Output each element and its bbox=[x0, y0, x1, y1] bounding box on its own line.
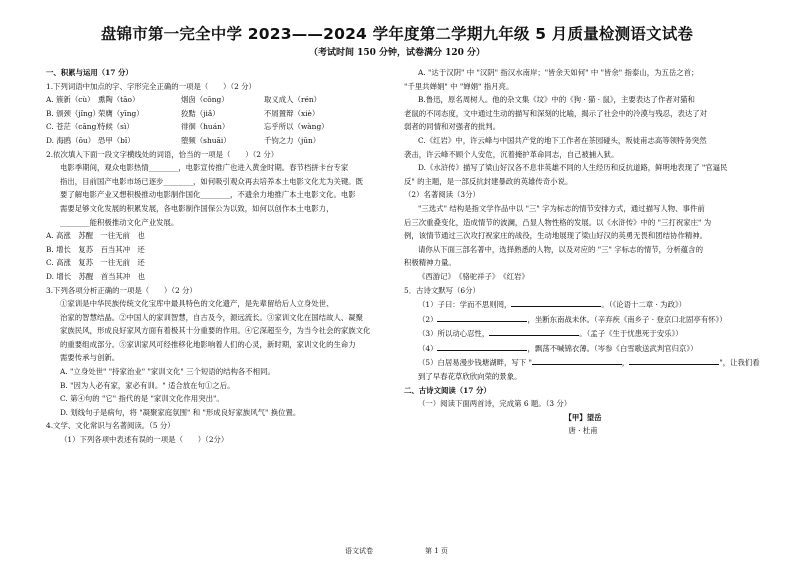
q4-option-line: B.鲁迅，原名周树人。他的杂文集《坟》中的《狗 · 猫 · 鼠》，主要表达了作者对猫和 bbox=[418, 95, 695, 105]
q2-option: D. 增长 苏醒 首当其冲 也 bbox=[46, 271, 146, 281]
footer-page-number: 第 1 页 bbox=[425, 547, 448, 555]
q1-option-cell: 取义成人（rén） bbox=[264, 95, 322, 105]
q4-2-passage-line: 请你从下面三部名著中，选择熟悉的人物，以及对应的 "三" 字标志的情节，分析蕴含的 bbox=[418, 244, 703, 254]
q1-option-cell: 荣膺（yīng） bbox=[98, 108, 144, 118]
q5-item-text: （2） bbox=[418, 314, 438, 324]
right-column bbox=[404, 66, 762, 438]
question-2: 2.依次填入下面一段文字横线处的词语，恰当的一项是（ ）（2 分） bbox=[46, 149, 279, 159]
question-3-options bbox=[46, 365, 378, 419]
q1-option-cell: 烟囱（cōng） bbox=[181, 95, 229, 105]
q2-option: B. 增长 复苏 百当其冲 还 bbox=[46, 244, 145, 254]
question-3-passage bbox=[46, 297, 378, 365]
question-4-1: （1）下列各项中表述有误的一项是（ ）（2分） bbox=[60, 435, 229, 445]
q3-passage-line: 的重要组成部分。⑤家训家风可经推移化地影响着人们的心灵，新时期，家训文化的生命力 bbox=[60, 339, 356, 349]
q5-item bbox=[404, 341, 762, 356]
answer-blank[interactable] bbox=[532, 355, 622, 365]
q5-item bbox=[404, 312, 762, 327]
question-4: 4.文学、文化常识与名著阅读。（5 分） bbox=[46, 421, 175, 431]
question-5: 5．古诗文默写（6分） bbox=[404, 285, 480, 295]
q1-option-cell: 恐甲（bǐ） bbox=[98, 135, 135, 145]
question-4-2: （2）名著阅读（3分） bbox=[404, 190, 480, 200]
answer-blank[interactable] bbox=[437, 341, 527, 351]
q4-2-passage-line: 例，该情节通过三次攻打祝家庄的战役，生动地展现了梁山好汉的英勇无畏和团结协作精神。 bbox=[404, 231, 708, 241]
q1-option-cell: 千钧之力（jūn） bbox=[264, 135, 321, 145]
q2-passage-line: ________能积极推动文化产业发展。 bbox=[60, 217, 179, 227]
q1-option-row bbox=[46, 107, 378, 121]
question-3: 3.下列各项分析正确的一项是（ ）（2 分） bbox=[46, 285, 197, 295]
q4-option-line: D.《水浒传》描写了梁山好汉各不息非英雄不同的人生经历和反抗道路，鲜明地表现了 "官逼民 bbox=[418, 163, 728, 173]
q1-option-cell: 恃候（sì） bbox=[98, 122, 134, 132]
answer-blank[interactable] bbox=[437, 312, 527, 322]
q1-option-cell: C. 苍茫（cāng） bbox=[46, 122, 104, 132]
poem-author: 唐 · 杜甫 bbox=[568, 426, 598, 436]
q4-option-line: 老鼠的不同态度，文中通过生动的描写和深刻的比喻，揭示了社会中的冷漠与残忍，表达了对 bbox=[404, 108, 708, 118]
q3-passage-line: 治家的智慧结晶。②中国人的家训智慧，自古及今，源远流长。③家训文化在国结故人、凝聚 bbox=[60, 312, 364, 322]
q3-option: A. "立身处世" "持家治业" "家训文化" 三个短语的结构各不相同。 bbox=[60, 367, 275, 377]
q5-item-text: ，飘荡不喊锦衣薄。（岑参《白雪歌送武判官归京》） bbox=[527, 343, 698, 353]
answer-blank[interactable] bbox=[511, 297, 601, 307]
q1-option-cell: 堕频（shuāi） bbox=[181, 135, 231, 145]
q5-item-text: （5）白居易漫步钱塘湖畔，写下 " bbox=[418, 358, 532, 368]
q3-option: C. 第④句的 "它" 指代的是 "家训文化作用突出"。 bbox=[60, 394, 224, 404]
q1-option-cell: 熏陶（tāo） bbox=[98, 95, 140, 105]
answer-blank[interactable] bbox=[489, 326, 579, 336]
q4-2-passage-line: "三选式" 结构是指文学作品中以 "三" 字为标志的情节安排方式，通过描写人物、事件前 bbox=[418, 203, 705, 213]
question-4-1-options bbox=[404, 66, 762, 188]
q5-item bbox=[404, 326, 762, 341]
q2-passage-line: 要了解电影产业又想积极推动电影制作国化________，不遗余力地推广本土电影文化。电影 bbox=[60, 190, 356, 200]
q3-passage-line: 家族民风，形成良好家风方面有着极其十分重要的作用。④它深超至今，为当今社会的家族文化 bbox=[60, 326, 371, 336]
q5-item-text: （1）子曰：学而不思则罔， bbox=[418, 300, 512, 310]
q5-item-text: "，让我们看 bbox=[719, 358, 760, 368]
q4-option-line: 袭击，许云峰不顾个人安危，沉着掩护革命同志，自己被捕入狱。 bbox=[404, 149, 619, 159]
q1-option-row bbox=[46, 120, 378, 134]
section-2-heading: 二、古诗文阅读（17 分） bbox=[404, 385, 491, 395]
footer-subject: 语文试卷 bbox=[345, 547, 373, 555]
question-2-options bbox=[46, 229, 378, 283]
q4-option-line: 反" 的主题，是一部反抗封建暴政的英雄传奇小说。 bbox=[404, 176, 573, 186]
book-list: 《西游记》 《骆驼祥子》 《红岩》 bbox=[418, 271, 529, 281]
q4-option-line: 弱者的同情和对强者的批判。 bbox=[404, 122, 501, 132]
q2-passage-line: 需要足够文化发展的积累发展，各电影制作国保公为以致，如何以创作本土电影力， bbox=[60, 203, 334, 213]
subsection-1: （一）阅读下面两首诗，完成第 6 题。（3 分） bbox=[418, 399, 572, 409]
q2-passage-line: 电影季期间，观众电影热情________，电影宣传推广也进入黄金时期。春节档拼卡台专家 bbox=[60, 163, 349, 173]
q1-option-cell: 狡黠（jiǎ） bbox=[181, 108, 220, 118]
q1-option-cell: D. 海鸥（ōu） bbox=[46, 135, 96, 145]
q3-option: B. "因为人必有家，家必有训。" 适合放在句①之后。 bbox=[60, 380, 235, 390]
q5-item bbox=[404, 297, 762, 312]
q4-2-passage-line: 后三次重叠变化，造成情节的波澜，凸显人物性格的发展。以《水浒传》中的 "三打祝家庄" 为 bbox=[404, 217, 712, 227]
question-2-passage bbox=[46, 161, 378, 229]
q4-option-line: "千里共婵娟" 中 "婵娟" 指月亮。 bbox=[404, 81, 514, 91]
q2-option: A. 高涨 苏醒 一往无前 也 bbox=[46, 231, 145, 241]
q2-option: C. 高涨 复苏 一往无前 还 bbox=[46, 258, 145, 268]
q1-option-row bbox=[46, 93, 378, 107]
q5-item-text: （4） bbox=[418, 343, 438, 353]
q3-passage-line: 需要传承与创新。 bbox=[60, 353, 120, 363]
q5-item-text: 。（孟子《生于忧患死于安乐》） bbox=[579, 329, 683, 339]
q1-option-cell: 忘乎所以（wàng） bbox=[264, 122, 329, 132]
poem-title: 【甲】望岳 bbox=[564, 412, 602, 422]
exam-title: 盘锦市第一完全中学 2023——2024 学年度第二学期九年级 5 月质量检测语文试卷 bbox=[100, 25, 694, 43]
question-5-tail: 到了早春花草欣欣向荣的景象。 bbox=[418, 372, 522, 382]
q1-option-cell: 不屑置辩（xiè） bbox=[264, 108, 320, 118]
q5-item-text: ， bbox=[621, 358, 630, 368]
q4-2-passage-line: 积极精神力量。 bbox=[404, 258, 456, 268]
q1-option-cell: A. 簇新（cù） bbox=[46, 95, 95, 105]
left-column bbox=[46, 66, 378, 447]
q5-item bbox=[404, 355, 762, 370]
question-1-options bbox=[46, 93, 378, 147]
q5-item-text: ，坐断东南战未休。（辛弃疾《南乡子 · 登京口北固亭有怀》） bbox=[527, 314, 727, 324]
answer-blank[interactable] bbox=[629, 355, 719, 365]
q4-option-line: C.《红岩》中，许云峰与中国共产党的地下工作者在茶园碰头，叛徒甫志高等领特务突然 bbox=[418, 135, 707, 145]
q1-option-row bbox=[46, 134, 378, 148]
q1-option-cell: 徘徊（huán） bbox=[181, 122, 230, 132]
q1-option-cell: B. 颁颈（jǐng） bbox=[46, 108, 100, 118]
section-1-heading: 一、积累与运用（17 分） bbox=[46, 68, 133, 77]
q2-passage-line: 指出，目前国产电影市场已逐步________，如何吸引观众再去培养本土电影文化尤为关键。既 bbox=[60, 176, 364, 186]
q3-option: D. 划线句子是病句，将 "凝聚家庭氛围" 和 "形成良好家族风气" 换位置。 bbox=[60, 407, 301, 417]
q3-passage-line: ①家训是中华民族传统文化宝库中最具特色的文化遗产，是先辈留给后人立身处世、 bbox=[60, 299, 334, 309]
exam-subtitle: （考试时间 150 分钟，试卷满分 120 分） bbox=[308, 48, 486, 58]
q4-option-line: A. "达于汉阴" 中 "汉阴" 指汉水南岸；"皆余天如何" 中 "皆余" 指泰山，为五岳之首； bbox=[418, 68, 699, 77]
question-1: 1.下列词语中加点的字、字形完全正确的一项是（ ）（2 分） bbox=[46, 81, 256, 91]
q5-item-text: （3）所以动心忍性， bbox=[418, 329, 490, 339]
question-5-items bbox=[404, 297, 762, 370]
question-4-2-passage bbox=[404, 202, 762, 270]
q5-item-text: 。（《论语十二章 · 为政》） bbox=[601, 300, 687, 310]
